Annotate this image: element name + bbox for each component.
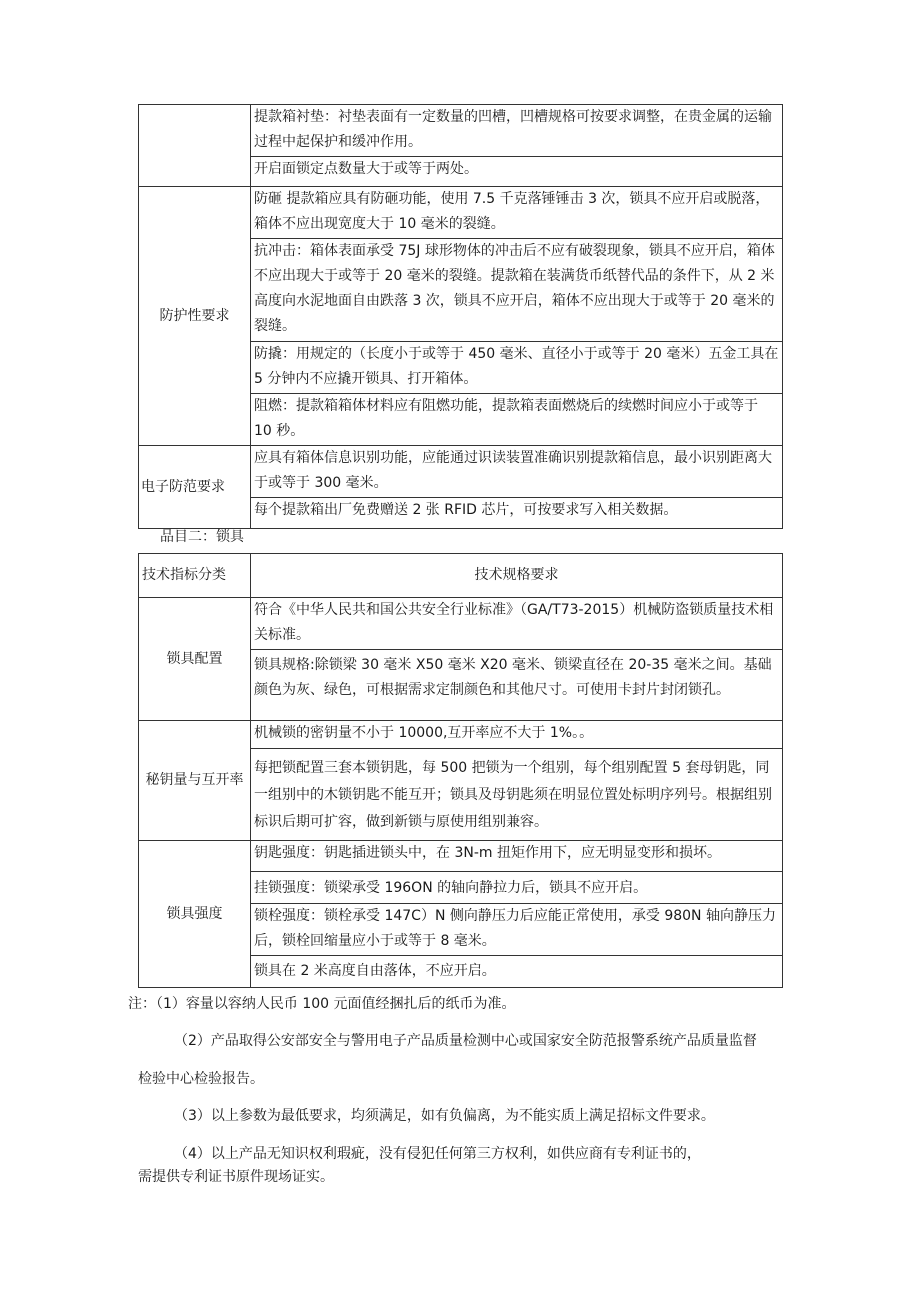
- table-cell: 锁具规格:除锁梁 30 毫米 X50 毫米 X20 毫米、锁梁直径在 20-35 毫米之间。基础颜色为灰、绿色，可根据需求定制颜色和其他尺寸。可使用卡封片封闭锁孔。: [251, 650, 783, 721]
- category-lock-strength: 锁具强度: [139, 841, 251, 988]
- note-2-cont: 检验中心检验报告。: [138, 1071, 264, 1087]
- table-cell: 机械锁的密钥量不小于 10000,互开率应不大于 1%。。: [251, 721, 783, 749]
- note-1: 注：（1）容量以容纳人民币 100 元面值经捆扎后的纸币为准。: [128, 996, 516, 1012]
- table-cell: 每把锁配置三套本锁钥匙，每 500 把锁为一个组别，每个组别配置 5 套母钥匙，同一组别中的木锁钥匙不能互开；锁具及母钥匙须在明显位置处标明序列号。根据组别标识后期可扩容，做到新锁与原使用组别兼容。: [251, 749, 783, 841]
- table-cell: 提款箱衬垫：衬垫表面有一定数量的凹槽，凹槽规格可按要求调整，在贵金属的运输过程中起保护和缓冲作用。: [251, 105, 783, 157]
- header-spec: 技术规格要求: [251, 554, 783, 598]
- note-2: （2）产品取得公安部安全与警用电子产品质量检测中心或国家安全防范报警系统产品质量监督: [174, 1033, 757, 1049]
- table-cell: 符合《中华人民共和国公共安全行业标准》（GA/T73-2015）机械防盗锁质量技术相关标准。: [251, 598, 783, 650]
- requirements-table-2: [138, 553, 783, 988]
- requirements-table-1: [138, 104, 783, 529]
- table-cell: 阻燃：提款箱箱体材料应有阻燃功能，提款箱表面燃烧后的续燃时间应小于或等于 10 秒。: [251, 394, 783, 446]
- table-cell: 钥匙强度：钥匙插进锁头中，在 3N-m 扭矩作用下，应无明显变形和损坏。: [251, 841, 783, 872]
- table-cell: 防砸 提款箱应具有防砸功能，使用 7.5 千克落锤锤击 3 次，锁具不应开启或脱落，箱体不应出现宽度大于 10 毫米的裂缝。: [251, 187, 783, 239]
- empty-category-cell: [139, 105, 251, 187]
- note-4: （4）以上产品无知识权利瑕疵，没有侵犯任何第三方权利，如供应商有专利证书的，: [174, 1146, 701, 1162]
- item2-label: 品目二：锁具: [160, 529, 244, 545]
- table-cell: 挂锁强度：锁梁承受 196ON 的轴向静拉力后，锁具不应开启。: [251, 872, 783, 904]
- table-cell: 每个提款箱出厂免费赠送 2 张 RFID 芯片，可按要求写入相关数据。: [251, 498, 783, 529]
- table-cell: 开启面锁定点数量大于或等于两处。: [251, 157, 783, 187]
- table-cell: 抗冲击：箱体表面承受 75J 球形物体的冲击后不应有破裂现象，锁具不应开启，箱体不应出现大于或等于 20 毫米的裂缝。提款箱在装满货币纸替代品的条件下，从 2 米高度向水泥地面自由跌落 3 次，锁具不应开启，箱体不应出现大于或等于 20 毫米的裂缝。: [251, 239, 783, 342]
- category-protection: 防护性要求: [139, 187, 251, 446]
- category-electronic: 电子防范要求: [139, 446, 251, 529]
- category-lock-config: 锁具配置: [139, 598, 251, 721]
- table-cell: 应具有箱体信息识别功能，应能通过识读装置准确识别提款箱信息，最小识别距离大于或等于 300 毫米。: [251, 446, 783, 498]
- note-4-cont: 需提供专利证书原件现场证实。: [138, 1169, 334, 1185]
- table-cell: 锁具在 2 米高度自由落体，不应开启。: [251, 956, 783, 988]
- note-3: （3）以上参数为最低要求，均须满足，如有负偏离，为不能实质上满足招标文件要求。: [174, 1108, 715, 1124]
- header-category: 技术指标分类: [139, 554, 251, 598]
- category-key-rate: 秘钥量与互开率: [139, 721, 251, 841]
- table-cell: 防撬：用规定的（长度小于或等于 450 毫米、直径小于或等于 20 毫米）五金工具在 5 分钟内不应撬开锁具、打开箱体。: [251, 342, 783, 394]
- table-cell: 锁栓强度：锁栓承受 147C）N 侧向静压力后应能正常使用，承受 980N 轴向静压力后，锁栓回缩量应小于或等于 8 毫米。: [251, 904, 783, 956]
